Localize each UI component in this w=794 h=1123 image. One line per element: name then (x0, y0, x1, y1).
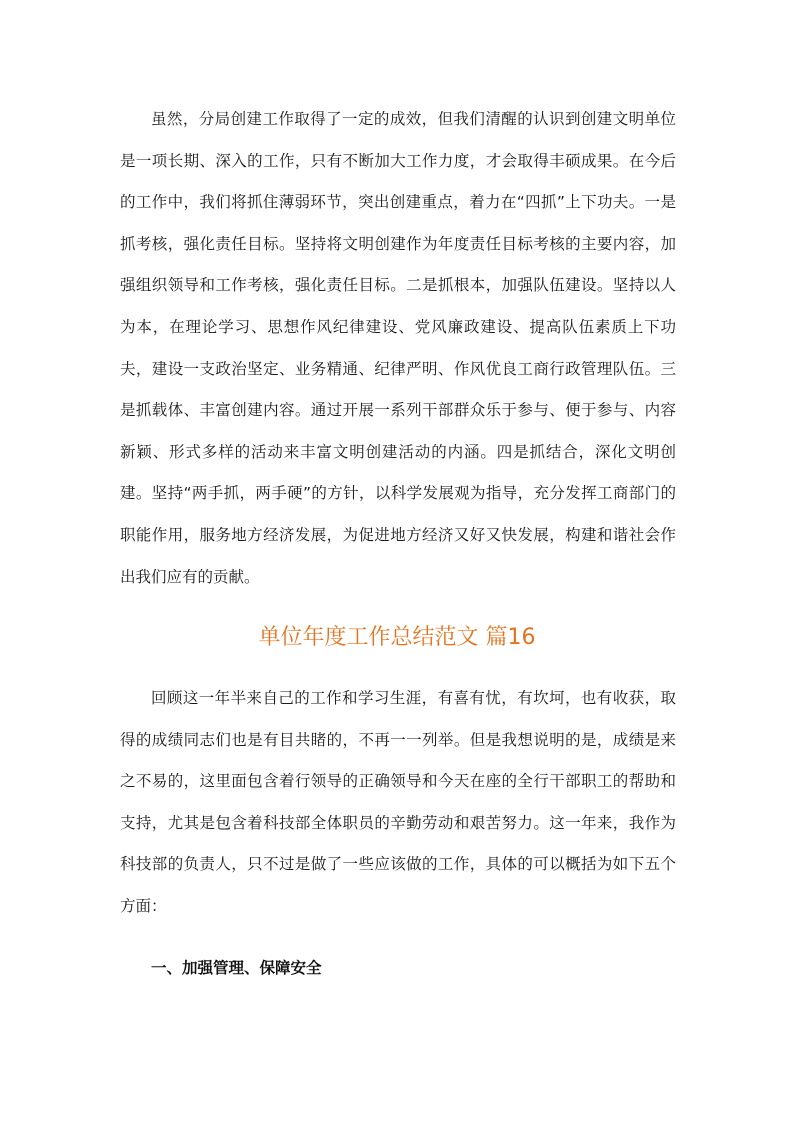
subheading-1: 一、加强管理、保障安全 (151, 958, 322, 977)
section-title: 单位年度工作总结范文 篇16 (258, 625, 536, 650)
body-paragraph-1: 虽然，分局创建工作取得了一定的成效，但我们清醒的认识到创建文明单位是一项长期、深入的工作，只有不断加大工作力度，才会取得丰硕成果。在今后的工作中，我们将抓住薄弱环节，突出创建重点，着力在“四抓”上下功夫。一是抓考核，强化责任目标。坚持将文明创建作为年度责任目标考核的主要内容，加强组织领导和工作考核，强化责任目标。二是抓根本，加强队伍建设。坚持以人为本，在理论学习、思想作风纪律建设、党风廉政建设、提高队伍素质上下功夫，建设一支政治坚定、业务精通、纪律严明、作风优良工商行政管理队伍。三是抓载体、丰富创建内容。通过开展一系列干部群众乐于参与、便于参与、内容新颖、形式多样的活动来丰富文明创建活动的内涵。四是抓结合，深化文明创建。坚持“两手抓，两手硬”的方针，以科学发展观为指导，充分发挥工商部门的职能作用，服务地方经济发展，为促进地方经济又好又快发展，构建和谐社会作出我们应有的贡献。 (120, 110, 676, 586)
body-paragraph-2: 回顾这一年半来自己的工作和学习生涯，有喜有忧，有坎坷，也有收获，取得的成绩同志们也是有目共睹的，不再一一列举。但是我想说明的是，成绩是来之不易的，这里面包含着行领导的正确领导和今天在座的全行干部职工的帮助和支持，尤其是包含着科技部全体职员的辛勤劳动和艰苦努力。这一年来，我作为科技部的负责人，只不过是做了一些应该做的工作，具体的可以概括为如下五个方面： (120, 689, 676, 915)
